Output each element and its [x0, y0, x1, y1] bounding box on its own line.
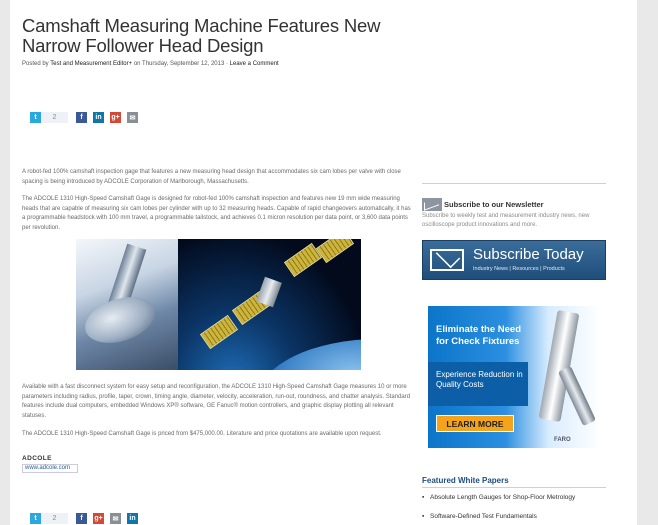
- sidebar-divider: [422, 183, 606, 184]
- share-bar-bottom: [30, 513, 144, 524]
- newsletter-title: Subscribe to our Newsletter: [444, 200, 544, 209]
- list-item[interactable]: [422, 494, 575, 513]
- disc-shape: [79, 289, 160, 351]
- white-paper-link[interactable]: Software-Defined Test Fundamentals: [430, 513, 537, 520]
- white-paper-link[interactable]: Absolute Length Gauges for Shop-Floor Metrology: [430, 494, 576, 501]
- ad-brand-logo: FARO: [554, 437, 571, 443]
- byline-separator: ·: [226, 61, 228, 67]
- article-paragraph-2: The ADCOLE 1310 High-Speed Camshaft Gage is designed for robot-fed 100% camshaft inspection and features new 19 mm wide measuring heads that are capable of measuring six cam lobes per cylinder with up to 32 measuring heads. Capable of rapid changeovers automatically, it has a programmable headstock with 100 mm travel, a programmable tailstock, and achieves 0.1 micron resolution per data point, or 3,600 data points per revolution.: [22, 196, 411, 231]
- solar-panel-shape: [316, 239, 354, 263]
- article-paragraph-3: Available with a fast disconnect system for easy setup and reconfiguration, the ADCOLE 1310 High-Speed Camshaft Gage measures 10 or more parameters including radius, profile, taper, crown, timing angle, diameter, velocity, acceleration, run-out, roundness, and chatter analysis. Standard features include dual computers, embedded Windows XP® software, GE Fanuc® motion controllers, and graphic display plotting all relevant statuses.: [22, 384, 411, 419]
- envelope-icon: [422, 198, 442, 211]
- solar-panel-shape: [200, 315, 238, 349]
- bullet-icon: ▪: [422, 494, 425, 501]
- article-title: Camshaft Measuring Machine Features New Narrow Follower Head Design: [22, 15, 381, 56]
- byline-prefix: Posted by: [22, 61, 49, 67]
- bullet-icon: ▪: [422, 513, 425, 520]
- googleplus-share-icon[interactable]: g+: [94, 515, 103, 522]
- camshaft-photo: [76, 239, 178, 370]
- subscribe-banner-title: Subscribe Today: [473, 246, 584, 263]
- sidebar-divider: [422, 487, 606, 488]
- list-item[interactable]: [422, 513, 575, 525]
- brand-name: ADCOLE: [22, 455, 52, 462]
- share-count: 2: [41, 112, 68, 123]
- ad-headline: Eliminate the Need for Check Fixtures: [436, 324, 521, 347]
- share-bar-top: [30, 112, 144, 123]
- ad-body: Experience Reduction in Quality Costs: [436, 370, 523, 389]
- envelope-icon: [430, 249, 464, 271]
- article-paragraph-4: The ADCOLE 1310 High-Speed Camshaft Gage is priced from $475,000.00. Literature and price quotations are available upon request.: [22, 431, 382, 437]
- twitter-share-icon[interactable]: t: [30, 112, 41, 123]
- twitter-share-icon[interactable]: t: [30, 513, 41, 524]
- byline-date: on Thursday, September 12, 2013: [133, 61, 225, 67]
- subscribe-banner-subtitle: Industry News | Resources | Products: [473, 266, 565, 272]
- newsletter-description: Subscribe to weekly test and measurement industry news, new oscilloscope product innovations and more.: [422, 213, 590, 228]
- article-paragraph-1: A robot-fed 100% camshaft inspection gage that features a new measuring head design that accommodates six cam lobes per valve with close spacing is being introduced by ADCOLE Corporation of Marlborough, Massachusetts.: [22, 169, 401, 185]
- email-share-icon[interactable]: ✉: [127, 112, 138, 123]
- article-hero-image: [76, 239, 361, 370]
- facebook-share-icon[interactable]: f: [76, 513, 87, 524]
- share-count: 2: [41, 513, 68, 524]
- email-share-icon[interactable]: ✉: [110, 513, 121, 524]
- brand-website-link[interactable]: www.adcole.com: [22, 464, 78, 473]
- author-link[interactable]: Test and Measurement Editor+: [50, 61, 133, 67]
- facebook-share-icon[interactable]: f: [76, 112, 87, 123]
- featured-white-papers-title: Featured White Papers: [422, 476, 509, 485]
- earth-shape: [258, 339, 361, 370]
- white-papers-list: [422, 494, 575, 525]
- page: [10, 0, 637, 525]
- brand-block: [22, 455, 78, 473]
- faro-advertisement[interactable]: [428, 306, 600, 448]
- linkedin-share-icon[interactable]: in: [127, 513, 138, 524]
- linkedin-share-icon[interactable]: in: [93, 112, 104, 123]
- learn-more-button[interactable]: LEARN MORE: [436, 415, 514, 432]
- satellite-photo: [178, 239, 361, 370]
- byline: [22, 61, 422, 67]
- subscribe-today-banner[interactable]: [422, 240, 606, 280]
- satellite-body-shape: [256, 277, 282, 308]
- newsletter-heading: [422, 198, 544, 211]
- leave-comment-link[interactable]: Leave a Comment: [229, 61, 279, 67]
- googleplus-share-icon[interactable]: g+: [111, 114, 120, 121]
